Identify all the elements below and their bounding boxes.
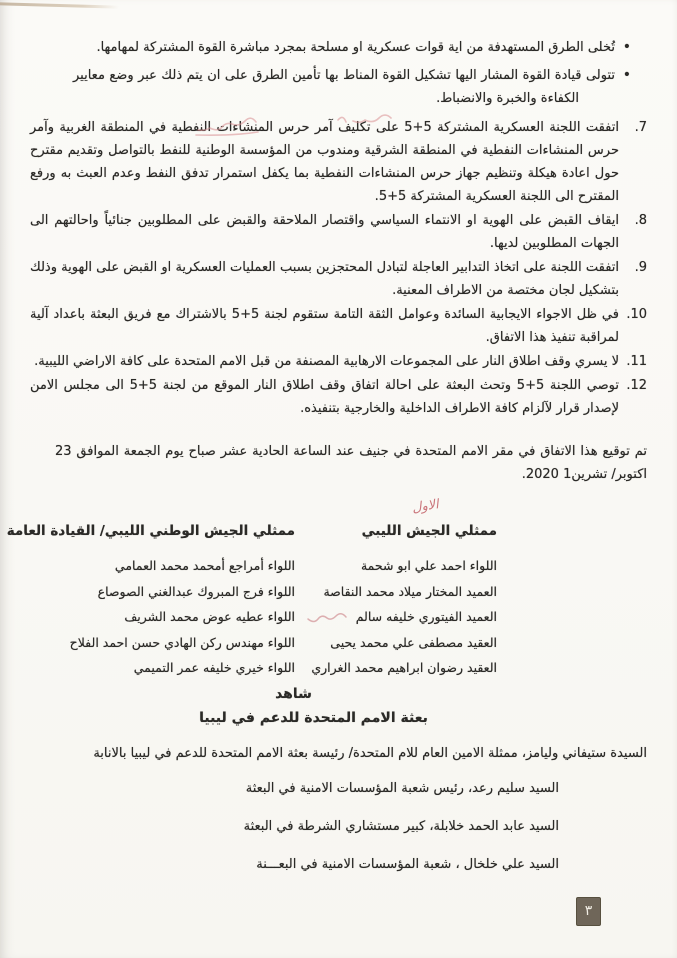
signature-column-libyan-national-army: [7, 520, 295, 681]
item-number: 12.: [626, 378, 647, 393]
signature-column-header: ممثلي الجيش الوطني الليبي/ القيادة العامة: [6, 523, 295, 539]
item-number: 11.: [626, 354, 647, 369]
witness-person: السيدة ستيفاني وليامز، ممثلة الامين العام للام المتحدة/ رئيسة بعثة الامم المتحدة للدعم في ليبيا بالانابة: [93, 745, 647, 761]
item-text: لا يسري وقف اطلاق النار على المجموعات الارهابية المصنفة من قبل الامم المتحدة على كافة الاراضي الليبية.: [34, 354, 619, 369]
numbered-item-10: [30, 303, 647, 349]
item-text: ايقاف القبض على الهوية او الانتماء السياسي واقتصار الملاحقة والقبض على المطلوبين جنائياً واحالتهم الى الجهات المطلوبين لديها.: [30, 213, 619, 251]
bullet-item: [73, 36, 633, 59]
signatory-name: العقيد رضوان ابراهيم محمد الغراري: [311, 660, 497, 675]
handwritten-red-scribble: [186, 108, 401, 142]
signatory-name: اللواء عطيه عوض محمد الشريف: [124, 609, 295, 624]
signature-column-libyan-army: [301, 520, 497, 681]
scan-edge-artifact: [0, 2, 119, 8]
numbered-list: [30, 116, 647, 420]
numbered-item-12: [30, 374, 647, 420]
signatory-name: العميد المختار ميلاد محمد النقاصة: [323, 583, 497, 599]
item-number: 7.: [634, 120, 647, 135]
item-text: توصي اللجنة 5+5 وتحث البعثة على احالة اتفاق وقف اطلاق النار الموقع من لجنة 5+5 الى مجلس الامن لإصدار قرار لآلزام كافة الاطراف الداخلية والخارجية بتنفيذه.: [30, 378, 619, 416]
signatory-name: اللواء أمراجع أمحمد محمد العمامي: [114, 558, 295, 573]
signatory-name: العقيد مصطفى علي محمد يحيى: [330, 634, 497, 650]
bullet-dot-icon: •: [622, 39, 631, 55]
witness-people-list: [30, 742, 647, 879]
signatory-name: اللواء مهندس ركن الهادي حسن احمد الفلاح: [69, 634, 295, 650]
closing-paragraph: تم توقيع هذا الاتفاق في مقر الامم المتحدة في جنيف عند الساعة الحادية عشر صباح يوم الجمعة الموافق 23 اكتوبر/ تشرين1‏ 2020.: [55, 444, 647, 482]
signatory-name: [301, 604, 497, 630]
signatory-name-text: العميد الفيتوري خليفه سالم: [355, 609, 497, 624]
witness-person: السيد سليم رعد، رئيس شعبة المؤسسات الامنية في البعثة: [245, 780, 559, 796]
item-number: 10.: [626, 307, 647, 322]
numbered-item-11: [30, 350, 647, 373]
page-number-badge: ٣: [576, 897, 601, 926]
bullet-item: [73, 64, 633, 110]
witness-organization: بعثة الامم المتحدة للدعم في ليبيا: [199, 709, 428, 726]
numbered-item-9: [30, 256, 647, 302]
bullet-list: [73, 36, 633, 110]
item-number: 8.: [634, 213, 647, 228]
bullet-text: تُخلى الطرق المستهدفة من اية قوات عسكرية او مسلحة بمجرد مباشرة القوة المشتركة لمهامها.: [96, 40, 615, 55]
witness-person: السيد عابد الحمد خلابلة، كبير مستشاري الشرطة في البعثة: [243, 818, 559, 834]
signature-columns: [6, 520, 647, 681]
item-number: 9.: [634, 260, 647, 275]
item-text: اتفقت اللجنة العسكرية المشتركة 5+5 على تكليف آمر حرس المنشاءات النفطية في المنطقة الغربية وآمر حرس المنشاءات النفطية في المنطقة الشرقية ومندوب من المؤسسة الوطنية للنفط بالتواصل وتقديم مقترح حول اعادة هيكلة وتنظيم جهاز حرس المنشاءات النفطية بما يكفل استمرار تدفق النفط وعدم العبث به ورفع المقترح الى اللجنة العسكرية المشتركة 5+5.: [30, 120, 619, 204]
signature-column-header: ممثلي الجيش الليبي: [361, 523, 497, 539]
handwritten-red-scribble: [306, 609, 348, 623]
signatory-name: اللواء فرج المبروك عبدالغني الصوصاع: [97, 583, 295, 599]
handwritten-date-note: الاول: [411, 497, 440, 516]
bullet-dot-icon: •: [622, 67, 631, 83]
item-text: في ظل الاجواء الايجابية السائدة وعوامل الثقة التامة ستقوم لجنة 5+5 بالاشتراك مع فريق البعثة باعداد آلية لمراقبة تنفيذ هذا الاتفاق.: [30, 307, 619, 345]
numbered-item-8: [30, 209, 647, 255]
signatory-name: اللواء احمد علي ابو شحمة: [360, 558, 497, 573]
signatory-name: اللواء خيري خليفه عمر التميمي: [133, 660, 295, 675]
witness-person: السيد علي خلخال ، شعبة المؤسسات الامنية في البعـــنة: [256, 856, 559, 872]
witness-heading: شاهد: [275, 685, 312, 702]
bullet-text: تتولى قيادة القوة المشار اليها تشكيل القوة المناط بها تأمين الطرق على ان يتم ذلك عبر وضع معايير الكفاءة والخبرة والانضباط.: [73, 68, 615, 106]
item-text: اتفقت اللجنة على اتخاذ التدابير العاجلة لتبادل المحتجزين بسبب العمليات العسكرية او القبض على الهوية وذلك بتشكيل لجان مختصة من الاطراف المعنية.: [30, 260, 619, 298]
